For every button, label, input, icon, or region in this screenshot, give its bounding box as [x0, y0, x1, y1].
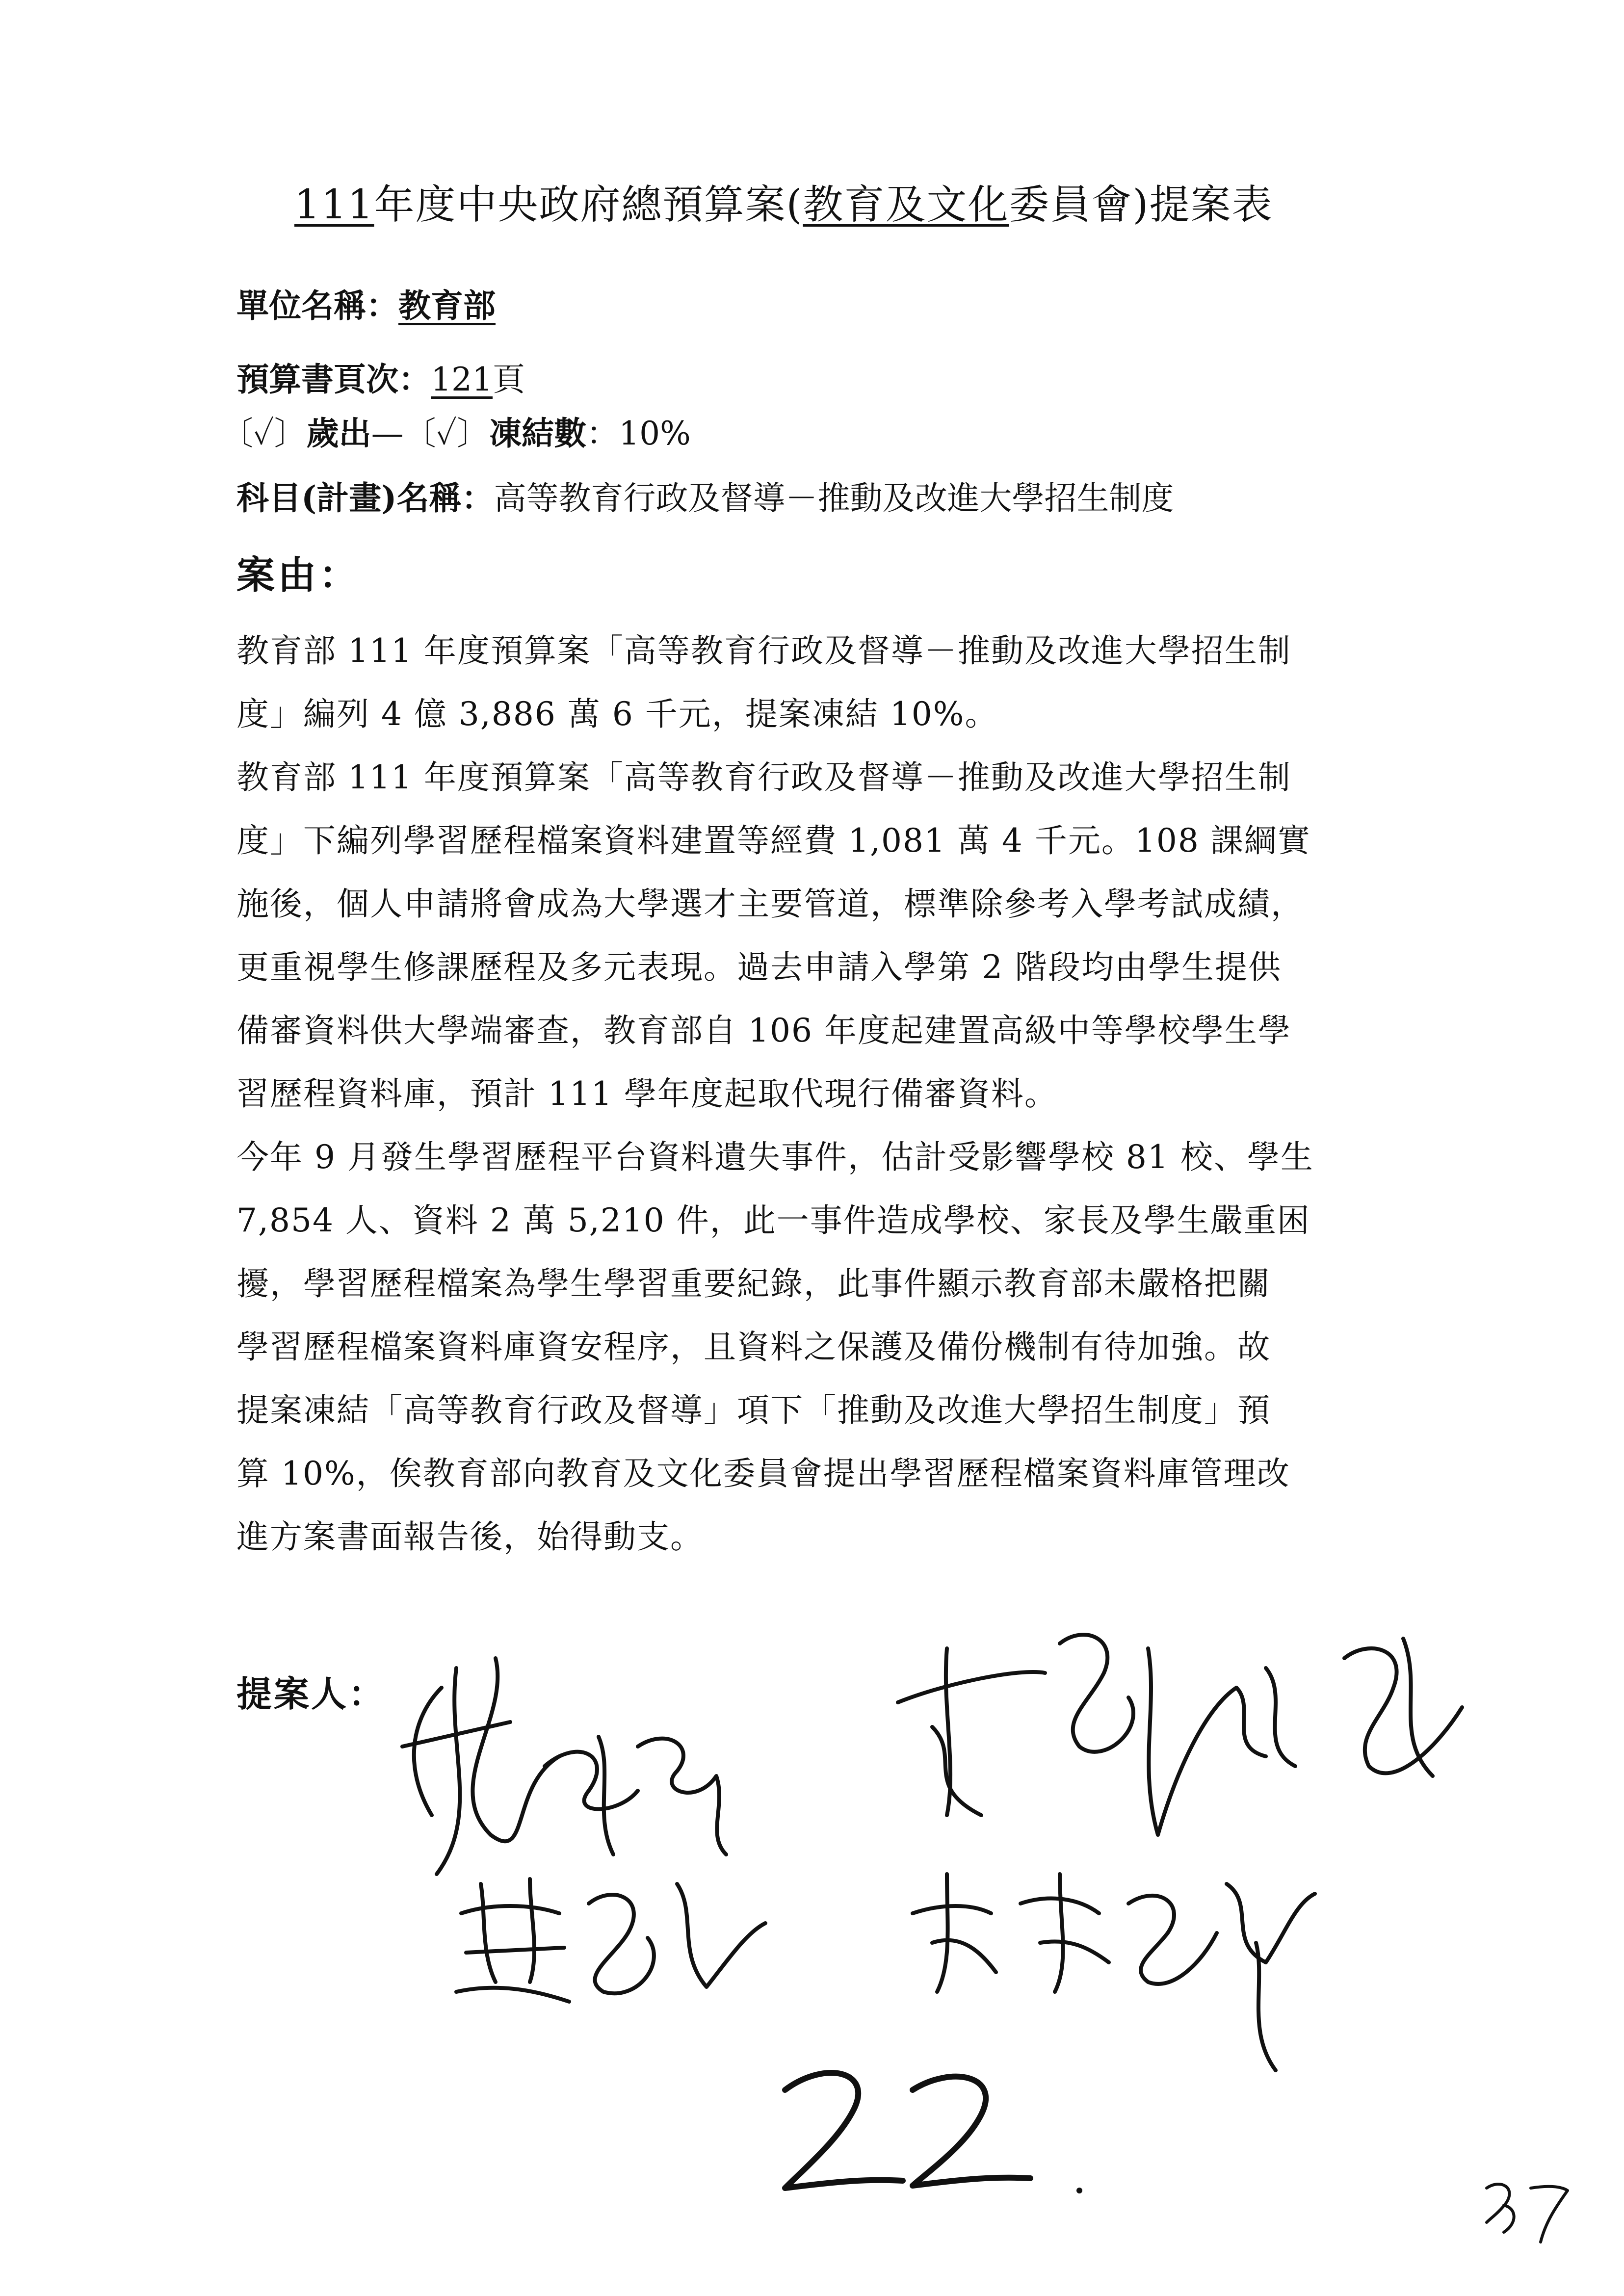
expense-label: 歲出 [306, 414, 371, 452]
cut-type-row [221, 407, 691, 454]
reason-line: 備審資料供大學端審查，教育部自 106 年度起建置高級中等學校學生學 [236, 1012, 1291, 1049]
reason-line: 更重視學生修課歷程及多元表現。過去申請入學第 2 階段均由學生提供 [236, 948, 1282, 986]
freeze-label: 凍結數 [489, 414, 587, 452]
reason-line: 進方案書面報告後，始得動支。 [236, 1518, 704, 1556]
unit-name-label: 單位名稱： [236, 287, 398, 325]
form-title [294, 173, 1273, 230]
reason-line: 習歷程資料庫，預計 111 學年度起取代現行備審資料。 [236, 1075, 1058, 1113]
budget-page-label: 預算書頁次： [236, 360, 431, 398]
budget-page-value: 121 [431, 361, 493, 398]
reason-line: 擾，學習歷程檔案為學生學習重要紀錄，此事件顯示教育部未嚴格把關 [236, 1265, 1271, 1303]
reason-line: 提案凍結「高等教育行政及督導」項下「推動及改進大學招生制度」預 [236, 1391, 1271, 1429]
reason-line: 今年 9 月發生學習歷程平台資料遺失事件，估計受影響學校 81 校、學生 [236, 1138, 1314, 1176]
handwritten-page-number [1477, 2168, 1575, 2247]
signature-3 [456, 1879, 765, 2002]
reason-heading: 案由： [236, 553, 361, 598]
signature-4 [913, 1874, 1315, 2070]
reason-line: 7,854 人、資料 2 萬 5,210 件，此一事件造成學校、家長及學生嚴重困 [236, 1201, 1310, 1239]
handwritten-signatures [383, 1560, 1511, 2198]
freeze-colon: ： [586, 415, 619, 452]
title-committee: 教育及文化 [803, 182, 1009, 228]
title-part-b: 委員會)提案表 [1009, 182, 1273, 228]
reason-body [236, 619, 1414, 1568]
reason-line: 度」下編列學習歷程檔案資料建置等經費 1,081 萬 4 千元。108 課綱實 [236, 822, 1311, 860]
budget-page-row [236, 353, 525, 400]
subject-value: 高等教育行政及督導－推動及改進大學招生制度 [494, 479, 1174, 517]
subject-row [236, 472, 1174, 519]
title-year: 111 [294, 182, 374, 228]
reason-line: 學習歷程檔案資料庫資安程序，且資料之保護及備份機制有待加強。故 [236, 1328, 1271, 1366]
freeze-checkbox: 〔✓〕 [403, 415, 490, 452]
cut-dash: — [371, 415, 404, 452]
expense-checkbox: 〔✓〕 [221, 415, 307, 452]
signature-1 [402, 1658, 726, 1874]
reason-line: 算 10%，俟教育部向教育及文化委員會提出學習歷程檔案資料庫管理改 [236, 1455, 1290, 1492]
title-part-a: 年度中央政府總預算案( [374, 182, 803, 228]
freeze-value: 10% [619, 415, 691, 452]
reason-line: 度」編列 4 億 3,886 萬 6 千元，提案凍結 10%。 [236, 695, 998, 733]
handwritten-number [785, 2073, 1082, 2193]
unit-name-value: 教育部 [398, 287, 496, 325]
budget-page-suffix: 頁 [492, 361, 525, 398]
proposer-label: 提案人： [236, 1673, 386, 1715]
signature-2 [898, 1635, 1462, 1835]
unit-name-row [236, 280, 496, 326]
reason-line: 教育部 111 年度預算案「高等教育行政及督導－推動及改進大學招生制 [236, 758, 1291, 796]
reason-line: 教育部 111 年度預算案「高等教育行政及督導－推動及改進大學招生制 [236, 632, 1291, 670]
subject-label: 科目(計畫)名稱： [236, 479, 494, 517]
reason-line: 施後，個人申請將會成為大學選才主要管道，標準除參考入學考試成績， [236, 885, 1304, 923]
